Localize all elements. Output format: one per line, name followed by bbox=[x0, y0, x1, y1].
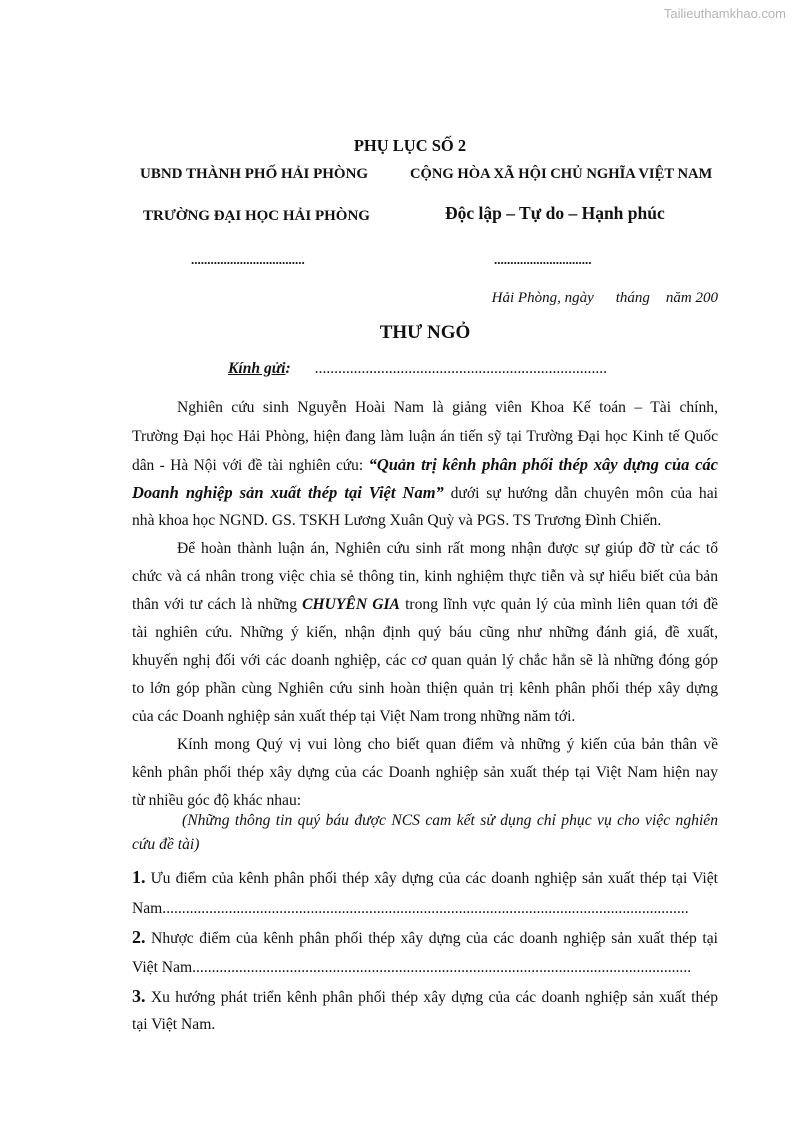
left-school: TRƯỜNG ĐẠI HỌC HẢI PHÒNG bbox=[143, 208, 370, 224]
salutation-label: Kính gửi bbox=[228, 360, 286, 377]
question-text: Nhược điểm của kênh phân phối thép xây dựng của các doanh nghiệp sản xuất thép tại bbox=[145, 930, 718, 947]
p1-text: dân - Hà Nội với đề tài nghiên cứu: bbox=[132, 457, 369, 474]
right-dots: .............................. bbox=[494, 252, 592, 267]
left-org: UBND THÀNH PHỐ HẢI PHÒNG bbox=[140, 166, 369, 182]
question-1-answer: Nam....................................................................................................................................... bbox=[132, 900, 689, 917]
question-text: Xu hướng phát triển kênh phân phối thép xây dựng của các doanh nghiệp sản xuất thép bbox=[145, 989, 718, 1006]
question-number: 2. bbox=[132, 927, 146, 947]
thesis-title: “Quản trị kênh phân phối thép xây dựng của các bbox=[368, 455, 719, 474]
national-title: CỘNG HÒA XÃ HỘI CHỦ NGHĨA VIỆT NAM bbox=[410, 166, 713, 182]
question-2-answer: Việt Nam................................................................................................................................ bbox=[132, 959, 692, 976]
p1-line: Trường Đại học Hải Phòng, hiện đang làm luận án tiến sỹ tại Trường Đại học Kinh tế Quốc bbox=[132, 428, 718, 445]
p1-line: nhà khoa học NGND. GS. TSKH Lương Xuân Quỳ và PGS. TS Trương Đình Chiến. bbox=[132, 512, 662, 529]
question-2 bbox=[132, 927, 718, 949]
question-3 bbox=[132, 986, 718, 1008]
question-text: Ưu điểm của kênh phân phối thép xây dựng của các doanh nghiệp sản xuất thép tại Việt bbox=[145, 870, 718, 887]
salutation-colon: : bbox=[285, 360, 291, 377]
p3-line: Kính mong Quý vị vui lòng cho biết quan điểm và những ý kiến của bản thân về bbox=[177, 736, 718, 753]
p2-line bbox=[132, 595, 718, 615]
date-line bbox=[492, 290, 718, 307]
p3-line: kênh phân phối thép xây dựng của các Doanh nghiệp sản xuất thép tại Việt Nam hiện nay bbox=[132, 764, 718, 781]
p2-line: chức và cá nhân trong việc chia sẻ thông tin, kinh nghiệm thực tiễn và sự hiểu biết của bản bbox=[132, 568, 718, 585]
p3-line: từ nhiều góc độ khác nhau: bbox=[132, 792, 302, 809]
p2-text: trong lĩnh vực quản lý của mình liên quan tới đề bbox=[399, 596, 719, 613]
question-1 bbox=[132, 867, 718, 889]
p2-line: của các Doanh nghiệp sản xuất thép tại Việt Nam trong những năm tới. bbox=[132, 708, 576, 725]
question-3-answer: tại Việt Nam. bbox=[132, 1016, 216, 1033]
p2-line: Để hoàn thành luận án, Nghiên cứu sinh rất mong nhận được sự giúp đỡ từ các tổ bbox=[177, 540, 718, 557]
watermark: Tailieuthamkhao.com bbox=[663, 6, 786, 21]
p2-text: thân với tư cách là những bbox=[132, 596, 303, 613]
p1-line: Nghiên cứu sinh Nguyễn Hoài Nam là giảng viên Khoa Kế toán – Tài chính, bbox=[177, 399, 718, 416]
date-place: Hải Phòng, ngày bbox=[491, 290, 594, 306]
question-number: 3. bbox=[132, 986, 146, 1006]
p2-line: to lớn góp phần cùng Nghiên cứu sinh hoàn thiện quản trị kênh phân phối thép xây dựng bbox=[132, 680, 718, 697]
thesis-title: Doanh nghiệp sản xuất thép tại Việt Nam” bbox=[132, 483, 444, 502]
p1-line bbox=[132, 483, 718, 504]
note-line: (Những thông tin quý báu được NCS cam kết sử dụng chỉ phục vụ cho việc nghiên bbox=[182, 812, 718, 829]
p2-line: tài nghiên cứu. Những ý kiến, nhận định quý báu cũng như những đánh giá, đề xuất, bbox=[132, 624, 718, 641]
salutation bbox=[228, 360, 607, 378]
note-line: cứu đề tài) bbox=[132, 836, 200, 853]
p2-line: khuyến nghị đối với các doanh nghiệp, các cơ quan quản lý chắc hẳn sẽ là những đóng góp bbox=[132, 652, 718, 669]
national-motto: Độc lập – Tự do – Hạnh phúc bbox=[445, 203, 665, 223]
letter-title: THƯ NGỎ bbox=[379, 322, 471, 343]
date-month: tháng bbox=[615, 290, 650, 306]
date-year: năm 200 bbox=[665, 290, 718, 306]
question-number: 1. bbox=[132, 867, 146, 887]
p1-line bbox=[132, 455, 718, 476]
appendix-title: PHỤ LỤC SỐ 2 bbox=[353, 136, 467, 155]
p1-text: dưới sự hướng dẫn chuyên môn của hai bbox=[443, 485, 718, 502]
emphasis-expert: CHUYÊN GIA bbox=[302, 596, 400, 613]
left-dots: ................................... bbox=[191, 252, 305, 267]
salutation-dots: ........................................................................... bbox=[314, 360, 608, 377]
